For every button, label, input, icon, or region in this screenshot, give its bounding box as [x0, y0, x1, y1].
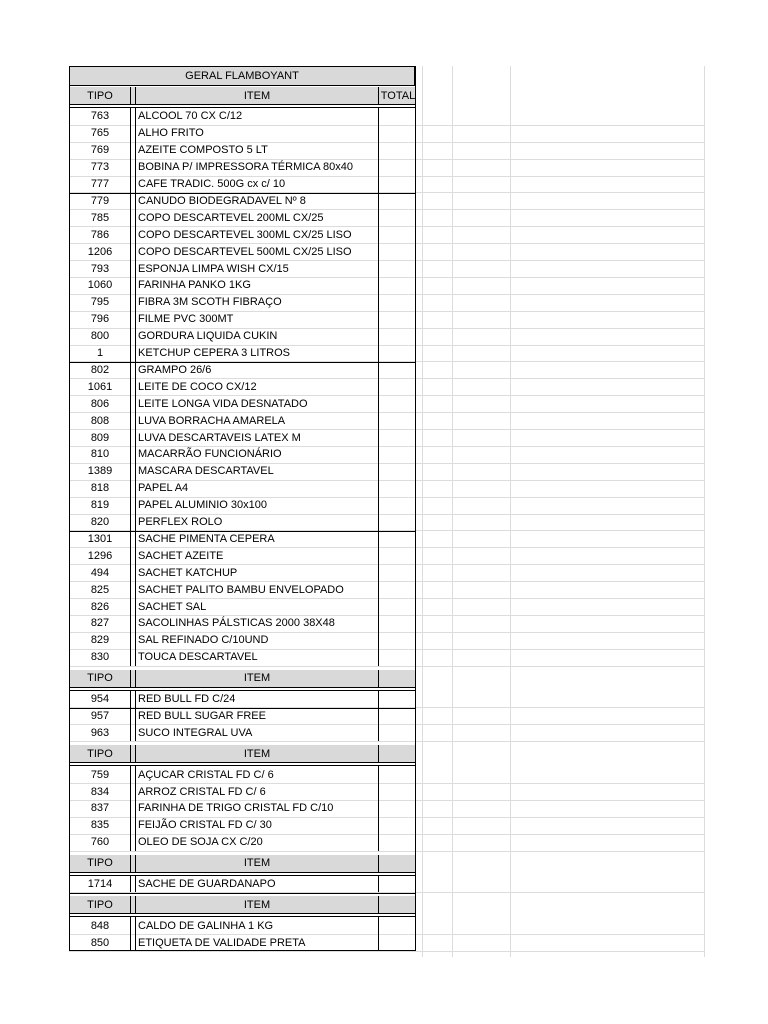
table-row [69, 176, 416, 194]
table-row [69, 192, 416, 210]
item-cell: MACARRÃO FUNCIONÁRIO [135, 446, 379, 463]
item-cell: MASCARA DESCARTAVEL [135, 463, 379, 480]
tipo-cell: 779 [69, 192, 131, 209]
tipo-cell: 825 [69, 581, 131, 598]
item-cell: SACOLINHAS PÁLSTICAS 2000 38X48 [135, 615, 379, 632]
table-row [69, 480, 416, 498]
table-row [69, 598, 416, 616]
table-row [69, 328, 416, 346]
total-cell[interactable] [381, 649, 416, 666]
total-cell[interactable] [381, 800, 416, 817]
total-cell[interactable] [381, 564, 416, 581]
table-row [69, 277, 416, 295]
item-cell: FARINHA PANKO 1KG [135, 277, 379, 294]
tipo-cell: 1301 [69, 530, 131, 547]
table-row [69, 463, 416, 481]
tipo-cell: 809 [69, 429, 131, 446]
table-header-row [69, 896, 416, 914]
total-cell[interactable] [381, 395, 416, 412]
header-item: ITEM [135, 670, 379, 687]
table-row [69, 632, 416, 650]
tipo-cell: 1296 [69, 547, 131, 564]
tipo-cell: 963 [69, 724, 131, 741]
total-cell[interactable] [381, 530, 416, 547]
total-cell[interactable] [381, 691, 416, 708]
table-row [69, 817, 416, 835]
grid-line [69, 666, 705, 667]
total-cell[interactable] [381, 311, 416, 328]
tipo-cell: 1389 [69, 463, 131, 480]
tipo-cell: 793 [69, 260, 131, 277]
tipo-cell: 826 [69, 598, 131, 615]
tipo-cell: 777 [69, 176, 131, 193]
table-row [69, 429, 416, 447]
total-cell[interactable] [381, 817, 416, 834]
table-row [69, 226, 416, 244]
total-cell[interactable] [381, 514, 416, 531]
table-row [69, 707, 416, 725]
sheet-title: GERAL FLAMBOYANT [69, 66, 415, 86]
table-header-row [69, 87, 416, 105]
note-cell[interactable] [425, 514, 707, 531]
total-cell[interactable] [381, 429, 416, 446]
tipo-cell: 808 [69, 412, 131, 429]
table-row [69, 564, 416, 582]
table-header-row [69, 745, 416, 763]
table-row [69, 294, 416, 312]
item-cell: SUCO INTEGRAL UVA [135, 724, 379, 741]
total-cell[interactable] [381, 917, 416, 934]
total-cell[interactable] [381, 378, 416, 395]
header-item: ITEM [135, 745, 379, 762]
total-cell[interactable] [381, 876, 416, 893]
table-row [69, 514, 416, 532]
item-cell: COPO DESCARTEVEL 500ML CX/25 LISO [135, 243, 379, 260]
table-row [69, 766, 416, 784]
table-row [69, 108, 416, 126]
tipo-cell: 786 [69, 226, 131, 243]
total-cell[interactable] [381, 766, 416, 783]
item-cell: CANUDO BIODEGRADAVEL Nº 8 [135, 192, 379, 209]
total-cell[interactable] [381, 547, 416, 564]
tipo-cell: 830 [69, 649, 131, 666]
item-cell: LUVA DESCARTAVEIS LATEX M [135, 429, 379, 446]
item-cell: AZEITE COMPOSTO 5 LT [135, 142, 379, 159]
total-cell[interactable] [381, 209, 416, 226]
table-row [69, 446, 416, 464]
total-cell[interactable] [381, 446, 416, 463]
tipo-cell: 1061 [69, 378, 131, 395]
tipo-cell: 850 [69, 934, 131, 951]
tipo-cell: 769 [69, 142, 131, 159]
item-cell: FEIJÃO CRISTAL FD C/ 30 [135, 817, 379, 834]
tipo-cell: 818 [69, 480, 131, 497]
header-tipo: TIPO [69, 87, 131, 104]
header-total: TOTAL [381, 87, 416, 104]
total-cell[interactable] [381, 142, 416, 159]
table-row [69, 125, 416, 143]
total-cell[interactable] [381, 226, 416, 243]
tipo-cell: 773 [69, 159, 131, 176]
table-row [69, 876, 416, 894]
table-row [69, 917, 416, 935]
item-cell: PAPEL A4 [135, 480, 379, 497]
header-item: ITEM [135, 896, 379, 913]
total-cell[interactable] [381, 260, 416, 277]
header-blank [381, 855, 416, 872]
table-row [69, 260, 416, 278]
tipo-cell: 760 [69, 834, 131, 851]
table-row [69, 361, 416, 379]
table-row [69, 243, 416, 261]
item-cell: CALDO DE GALINHA 1 KG [135, 917, 379, 934]
table-row [69, 530, 416, 548]
tipo-cell: 1714 [69, 876, 131, 893]
tipo-cell: 1060 [69, 277, 131, 294]
total-cell[interactable] [381, 581, 416, 598]
total-cell[interactable] [381, 192, 416, 209]
total-cell[interactable] [381, 724, 416, 741]
table-row [69, 834, 416, 852]
table-row [69, 159, 416, 177]
item-cell: LEITE DE COCO CX/12 [135, 378, 379, 395]
item-cell: OLEO DE SOJA CX C/20 [135, 834, 379, 851]
total-cell[interactable] [381, 497, 416, 514]
total-cell[interactable] [381, 125, 416, 142]
table-row [69, 209, 416, 227]
total-cell[interactable] [381, 108, 416, 125]
header-tipo: TIPO [69, 855, 131, 872]
table-row [69, 395, 416, 413]
total-cell[interactable] [381, 176, 416, 193]
item-cell: RED BULL SUGAR FREE [135, 707, 379, 724]
table-row [69, 547, 416, 565]
tipo-cell: 759 [69, 766, 131, 783]
item-cell: SAL REFINADO C/10UND [135, 632, 379, 649]
table-row [69, 412, 416, 430]
total-cell[interactable] [381, 159, 416, 176]
table-row [69, 615, 416, 633]
item-cell: SACHET AZEITE [135, 547, 379, 564]
item-cell: AÇUCAR CRISTAL FD C/ 6 [135, 766, 379, 783]
grid-line [69, 851, 705, 852]
item-cell: FARINHA DE TRIGO CRISTAL FD C/10 [135, 800, 379, 817]
item-cell: COPO DESCARTEVEL 300ML CX/25 LISO [135, 226, 379, 243]
total-cell[interactable] [381, 934, 416, 951]
tipo-cell: 829 [69, 632, 131, 649]
tipo-cell: 494 [69, 564, 131, 581]
header-tipo: TIPO [69, 896, 131, 913]
item-cell: PAPEL ALUMINIO 30x100 [135, 497, 379, 514]
tipo-cell: 848 [69, 917, 131, 934]
total-cell[interactable] [381, 783, 416, 800]
tipo-cell: 795 [69, 294, 131, 311]
item-cell: ALHO FRITO [135, 125, 379, 142]
tipo-cell: 820 [69, 514, 131, 531]
total-cell[interactable] [381, 598, 416, 615]
item-cell: ETIQUETA DE VALIDADE PRETA [135, 934, 379, 951]
tipo-cell: 827 [69, 615, 131, 632]
table-row [69, 783, 416, 801]
item-cell: LUVA BORRACHA AMARELA [135, 412, 379, 429]
item-cell: FILME PVC 300MT [135, 311, 379, 328]
item-cell: SACHE DE GUARDANAPO [135, 876, 379, 893]
tipo-cell: 835 [69, 817, 131, 834]
total-cell[interactable] [381, 277, 416, 294]
item-cell: GORDURA LIQUIDA CUKIN [135, 328, 379, 345]
grid-line [69, 741, 705, 742]
item-cell: CAFE TRADIC. 500G cx c/ 10 [135, 176, 379, 193]
tipo-cell: 785 [69, 209, 131, 226]
note-cell[interactable] [425, 294, 707, 311]
tipo-cell: 800 [69, 328, 131, 345]
table-row [69, 581, 416, 599]
item-cell: ALCOOL 70 CX C/12 [135, 108, 379, 125]
total-cell[interactable] [381, 632, 416, 649]
header-tipo: TIPO [69, 745, 131, 762]
tipo-cell: 763 [69, 108, 131, 125]
tipo-cell: 796 [69, 311, 131, 328]
table-row [69, 311, 416, 329]
tipo-cell: 957 [69, 707, 131, 724]
tipo-cell: 819 [69, 497, 131, 514]
tipo-cell: 837 [69, 800, 131, 817]
total-cell[interactable] [381, 834, 416, 851]
total-cell[interactable] [381, 480, 416, 497]
total-cell[interactable] [381, 615, 416, 632]
item-cell: ARROZ CRISTAL FD C/ 6 [135, 783, 379, 800]
item-cell: GRAMPO 26/6 [135, 361, 379, 378]
total-cell[interactable] [381, 463, 416, 480]
tipo-cell: 810 [69, 446, 131, 463]
table-row [69, 691, 416, 709]
header-tipo: TIPO [69, 670, 131, 687]
table-header-row [69, 855, 416, 873]
tipo-cell: 834 [69, 783, 131, 800]
item-cell: KETCHUP CEPERA 3 LITROS [135, 345, 379, 362]
item-cell: PERFLEX ROLO [135, 514, 379, 531]
table-header-row [69, 670, 416, 688]
item-cell: LEITE LONGA VIDA DESNATADO [135, 395, 379, 412]
table-row [69, 800, 416, 818]
table-row [69, 934, 416, 952]
tipo-cell: 954 [69, 691, 131, 708]
table-row [69, 142, 416, 160]
tipo-cell: 1 [69, 345, 131, 362]
item-cell: SACHET SAL [135, 598, 379, 615]
table-row [69, 649, 416, 667]
total-cell[interactable] [381, 361, 416, 378]
table-row [69, 345, 416, 363]
item-cell: FIBRA 3M SCOTH FIBRAÇO [135, 294, 379, 311]
total-cell[interactable] [381, 345, 416, 362]
item-cell: COPO DESCARTEVEL 200ML CX/25 [135, 209, 379, 226]
item-cell: ESPONJA LIMPA WISH CX/15 [135, 260, 379, 277]
total-cell[interactable] [381, 328, 416, 345]
item-cell: RED BULL FD C/24 [135, 691, 379, 708]
grid-line [69, 951, 705, 952]
table-row [69, 497, 416, 515]
header-blank [381, 745, 416, 762]
header-blank [381, 670, 416, 687]
total-cell[interactable] [381, 707, 416, 724]
tipo-cell: 802 [69, 361, 131, 378]
header-item: ITEM [135, 87, 379, 104]
table-row [69, 724, 416, 742]
header-blank [381, 896, 416, 913]
item-cell: SACHET KATCHUP [135, 564, 379, 581]
item-cell: SACHET PALITO BAMBU ENVELOPADO [135, 581, 379, 598]
header-item: ITEM [135, 855, 379, 872]
item-cell: BOBINA P/ IMPRESSORA TÉRMICA 80x40 [135, 159, 379, 176]
grid-line [69, 892, 705, 893]
total-cell[interactable] [381, 412, 416, 429]
table-row [69, 378, 416, 396]
item-cell: SACHE PIMENTA CEPERA [135, 530, 379, 547]
tipo-cell: 806 [69, 395, 131, 412]
tipo-cell: 765 [69, 125, 131, 142]
total-cell[interactable] [381, 243, 416, 260]
total-cell[interactable] [381, 294, 416, 311]
tipo-cell: 1206 [69, 243, 131, 260]
item-cell: TOUCA DESCARTAVEL [135, 649, 379, 666]
